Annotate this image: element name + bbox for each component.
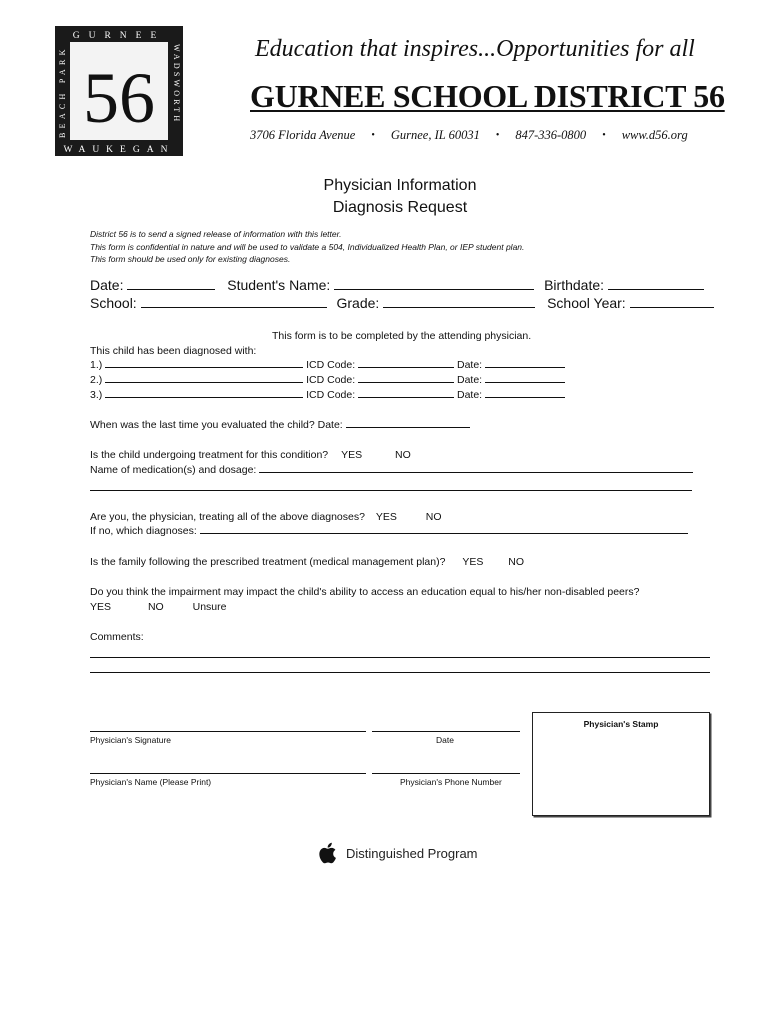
district-address <box>250 128 710 143</box>
diagnosis-field[interactable] <box>105 381 303 383</box>
family-treatment-label: Is the family following the prescribed treatment (medical management plan)? <box>90 556 446 568</box>
diagnosis-date-label: Date: <box>456 359 483 371</box>
diagnosis-field[interactable] <box>105 366 303 368</box>
printed-name-line[interactable] <box>90 773 366 774</box>
form-title <box>200 175 600 219</box>
date-field[interactable] <box>127 288 215 290</box>
intro-line: This form is confidential in nature and will be used to validate a 504, Individualized Health Plan, or IEP student plan. <box>90 241 525 252</box>
district-phone: 847-336-0800 <box>515 128 587 142</box>
city-address: Gurnee, IL 60031 <box>390 128 480 142</box>
school-field[interactable] <box>141 306 327 308</box>
student-info-row-1 <box>90 277 704 293</box>
physician-treating-label: Are you, the physician, treating all of the above diagnoses? <box>90 511 365 523</box>
diagnosis-date-field[interactable] <box>485 366 565 368</box>
treatment-no-option[interactable]: NO <box>395 449 411 461</box>
diagnosis-row-2 <box>90 374 565 386</box>
last-evaluation-question <box>90 419 470 431</box>
if-no-row <box>90 525 688 537</box>
form-title-line1: Physician Information <box>323 177 477 194</box>
treatment-label: Is the child undergoing treatment for this condition? <box>90 449 329 461</box>
impairment-yes-option[interactable]: YES <box>90 601 112 613</box>
diagnosis-date-label: Date: <box>456 374 483 386</box>
intro-line: District 56 is to send a signed release of information with this letter. <box>90 229 342 239</box>
icd-field[interactable] <box>358 381 454 383</box>
date-label: Date: <box>90 277 124 293</box>
comments-line-1[interactable] <box>90 657 710 658</box>
form-intro <box>90 228 524 266</box>
bullet: • <box>371 130 375 141</box>
form-title-line2: Diagnosis Request <box>332 199 468 216</box>
comments-line-2[interactable] <box>90 672 710 673</box>
diagnosis-number: 2.) <box>90 374 103 386</box>
physician-phone-line[interactable] <box>372 773 520 774</box>
signature-line[interactable] <box>90 731 366 732</box>
impairment-no-option[interactable]: NO <box>147 601 164 613</box>
diagnosis-number: 1.) <box>90 359 103 371</box>
logo-top-text: GURNEE <box>72 31 166 41</box>
logo-graphic <box>55 26 183 156</box>
district-website: www.d56.org <box>621 128 688 142</box>
treatment-yes-option[interactable]: YES <box>341 449 363 461</box>
diagnosis-date-field[interactable] <box>485 381 565 383</box>
distinguished-program-label: Distinguished Program <box>346 845 478 861</box>
signature-date-label: Date <box>436 735 454 745</box>
medication-label: Name of medication(s) and dosage: <box>90 464 257 476</box>
distinguished-program-badge <box>318 840 478 866</box>
school-year-label: School Year: <box>547 295 626 311</box>
physician-phone-label: Physician's Phone Number <box>400 777 502 787</box>
treatment-question <box>90 449 411 461</box>
icd-label: ICD Code: <box>306 374 356 386</box>
diagnosed-with-label: This child has been diagnosed with: <box>90 345 257 357</box>
district-logo <box>55 26 183 156</box>
printed-name-label: Physician's Name (Please Print) <box>90 777 212 787</box>
family-no-option[interactable]: NO <box>508 556 525 568</box>
icd-field[interactable] <box>358 366 454 368</box>
bullet: • <box>495 130 500 141</box>
street-address: 3706 Florida Avenue <box>250 128 356 142</box>
impairment-unsure-option[interactable]: Unsure <box>192 601 227 613</box>
comments-label: Comments: <box>90 631 144 643</box>
family-yes-option[interactable]: YES <box>462 556 484 568</box>
physician-treating-question <box>90 511 442 523</box>
logo-bottom-text: WAUKEGAN <box>63 145 175 155</box>
diagnosis-number: 3.) <box>90 389 103 401</box>
logo-right-text: WADSWORTH <box>172 44 181 125</box>
if-no-diagnoses-field[interactable] <box>200 532 688 534</box>
physician-stamp-box[interactable] <box>532 712 710 816</box>
icd-label: ICD Code: <box>306 359 356 371</box>
impairment-question: Do you think the impairment may impact the child's ability to access an education equal to his/her non-disabled peers? <box>90 586 640 598</box>
diagnosis-row-3 <box>90 389 565 401</box>
family-treatment-question <box>90 556 524 568</box>
completed-by-note: This form is to be completed by the attending physician. <box>272 330 532 342</box>
bullet: • <box>602 130 606 141</box>
physician-treating-no-option[interactable]: NO <box>425 511 442 523</box>
stamp-label: Physician's Stamp <box>583 719 659 729</box>
diagnosis-row-1 <box>90 359 565 371</box>
medication-field-line-2[interactable] <box>90 490 692 491</box>
birthdate-label: Birthdate: <box>544 277 605 293</box>
impairment-options <box>90 601 226 613</box>
intro-line: This form should be used only for existing diagnoses. <box>90 254 291 264</box>
school-year-field[interactable] <box>630 306 714 308</box>
medication-field[interactable] <box>259 471 693 473</box>
icd-field[interactable] <box>358 396 454 398</box>
school-label: School: <box>90 295 137 311</box>
signature-date-line[interactable] <box>372 731 520 732</box>
student-name-field[interactable] <box>334 288 534 290</box>
icd-label: ICD Code: <box>306 389 356 401</box>
grade-label: Grade: <box>336 295 380 311</box>
logo-number: 56 <box>83 58 155 138</box>
diagnosis-date-field[interactable] <box>485 396 565 398</box>
student-info-row-2 <box>90 295 714 311</box>
signature-label: Physician's Signature <box>90 735 171 745</box>
district-name: GURNEE SCHOOL DISTRICT 56 <box>250 78 725 114</box>
district-tagline: Education that inspires...Opportunities for all <box>255 36 695 62</box>
grade-field[interactable] <box>383 306 535 308</box>
medication-row <box>90 464 693 476</box>
if-no-label: If no, which diagnoses: <box>90 525 197 537</box>
logo-left-text: BEACH PARK <box>58 45 67 138</box>
diagnosis-field[interactable] <box>105 396 303 398</box>
last-evaluation-date-field[interactable] <box>346 426 470 428</box>
diagnosis-date-label: Date: <box>456 389 483 401</box>
last-evaluation-label: When was the last time you evaluated the child? Date: <box>90 419 343 431</box>
apple-icon <box>318 840 340 866</box>
birthdate-field[interactable] <box>608 288 704 290</box>
student-name-label: Student's Name: <box>227 277 331 293</box>
physician-treating-yes-option[interactable]: YES <box>375 511 397 523</box>
